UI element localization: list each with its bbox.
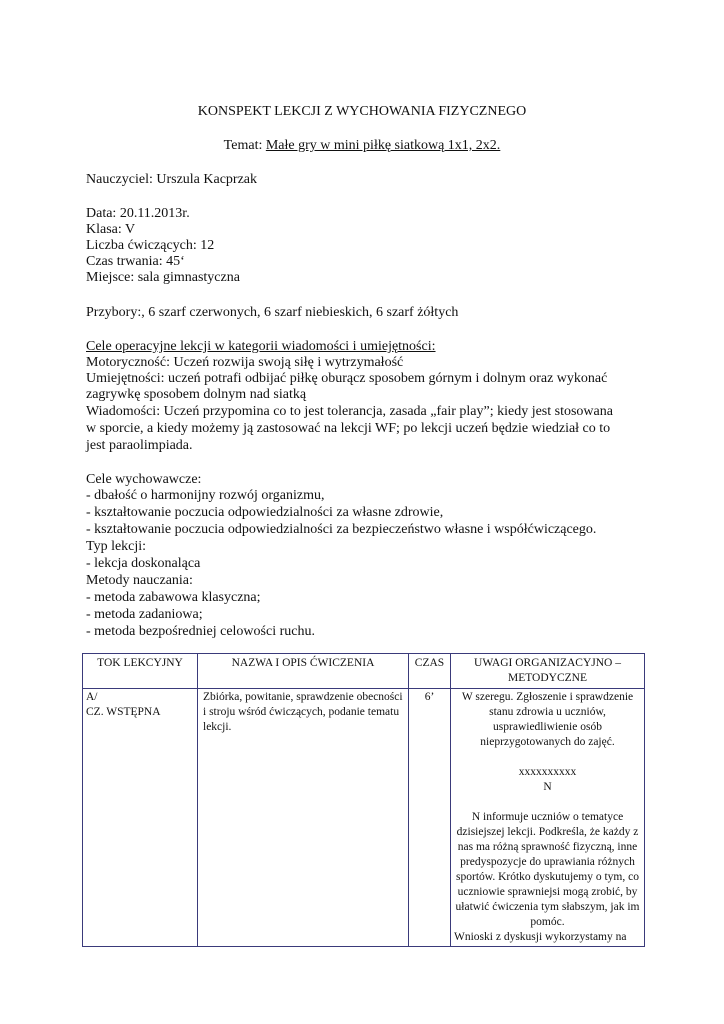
column-header-exercise: NAZWA I OPIS ĆWICZENIA bbox=[198, 654, 409, 689]
methods-heading: Metody nauczania: bbox=[86, 573, 193, 588]
lesson-stage-cell bbox=[83, 689, 198, 947]
class-line: Klasa: V bbox=[86, 222, 136, 237]
note-text: W szeregu. Zgłoszenie i sprawdzenie stanu zdrowia u uczniów, usprawiedliwienie osób nieprzygotowanych do zajęć. bbox=[461, 691, 634, 748]
lesson-type-heading: Typ lekcji: bbox=[86, 539, 147, 554]
document-title: KONSPEKT LEKCJI Z WYCHOWANIA FIZYCZNEGO bbox=[197, 104, 527, 119]
section-name: CZ. WSTĘPNA bbox=[86, 706, 161, 718]
goal-line: Motoryczność: Uczeń rozwija swoją siłę i wytrzymałość bbox=[86, 355, 404, 370]
education-line: - dbałość o harmonijny rozwój organizmu, bbox=[86, 488, 325, 503]
equipment-line: Przybory:, 6 szarf czerwonych, 6 szarf niebieskich, 6 szarf żółtych bbox=[86, 305, 459, 320]
table-header-row bbox=[83, 654, 645, 689]
lesson-topic bbox=[0, 138, 724, 154]
participants-line: Liczba ćwiczących: 12 bbox=[86, 238, 215, 253]
date-line: Data: 20.11.2013r. bbox=[86, 206, 190, 221]
section-code: A/ bbox=[86, 691, 98, 703]
teacher-line: Nauczyciel: Urszula Kacprzak bbox=[86, 172, 258, 187]
education-line: - metoda bezpośredniej celowości ruchu. bbox=[86, 624, 315, 639]
operational-goals-heading: Cele operacyjne lekcji w kategorii wiadomości i umiejętności: bbox=[86, 339, 436, 354]
time-cell: 6’ bbox=[409, 689, 451, 947]
education-line: - kształtowanie poczucia odpowiedzialności za własne zdrowie, bbox=[86, 505, 444, 520]
topic-label: Temat: bbox=[223, 138, 266, 153]
duration-line: Czas trwania: 45‘ bbox=[86, 254, 185, 269]
lesson-plan-table bbox=[82, 653, 645, 947]
goal-line: Umiejętności: uczeń potrafi odbijać piłkę oburącz sposobem górnym i dolnym oraz wykonać bbox=[86, 371, 608, 386]
teacher-position-mark: N bbox=[543, 781, 552, 793]
goal-line: zagrywkę sposobem dolnym nad siatką bbox=[86, 387, 307, 402]
notes-cell bbox=[451, 689, 645, 947]
education-goals-heading: Cele wychowawcze: bbox=[86, 472, 202, 487]
education-line: - metoda zadaniowa; bbox=[86, 607, 203, 622]
education-line: - lekcja doskonaląca bbox=[86, 556, 201, 571]
column-header-time: CZAS bbox=[409, 654, 451, 689]
formation-diagram: xxxxxxxxxx bbox=[518, 766, 577, 778]
goal-line: w sporcie, a kiedy możemy ją zastosować na lekcji WF; po lekcji uczeń będzie wiedział co to bbox=[86, 421, 611, 436]
education-line: - kształtowanie poczucia odpowiedzialności za bezpieczeństwo własne i współćwiczącego. bbox=[86, 522, 597, 537]
table-row bbox=[83, 689, 645, 947]
exercise-cell: Zbiórka, powitanie, sprawdzenie obecności i stroju wśród ćwiczących, podanie tematu lekcji. bbox=[198, 689, 409, 947]
goal-line: jest paraolimpiada. bbox=[86, 438, 193, 453]
note-text: Wnioski z dyskusji wykorzystamy na bbox=[454, 931, 627, 943]
topic-value: Małe gry w mini piłkę siatkową 1x1, 2x2. bbox=[265, 138, 501, 153]
goal-line: Wiadomości: Uczeń przypomina co to jest tolerancja, zasada „fair play”; kiedy jest stosowana bbox=[86, 404, 613, 419]
column-header-notes: UWAGI ORGANIZACYJNO – METODYCZNE bbox=[451, 654, 645, 689]
education-line: - metoda zabawowa klasyczna; bbox=[86, 590, 261, 605]
place-line: Miejsce: sala gimnastyczna bbox=[86, 270, 240, 285]
column-header-lesson-stage: TOK LEKCYJNY bbox=[83, 654, 198, 689]
note-text: N informuje uczniów o tematyce dzisiejszej lekcji. Podkreśla, że każdy z nas ma różną sprawność fizyczną, inne predyspozycje do uprawiania różnych sportów. Krótko dyskutujemy o tym, co uczniowie sprawniejsi mogą zrobić, by ułatwić ćwiczenia tym słabszym, jak im pomóc. bbox=[455, 811, 640, 928]
